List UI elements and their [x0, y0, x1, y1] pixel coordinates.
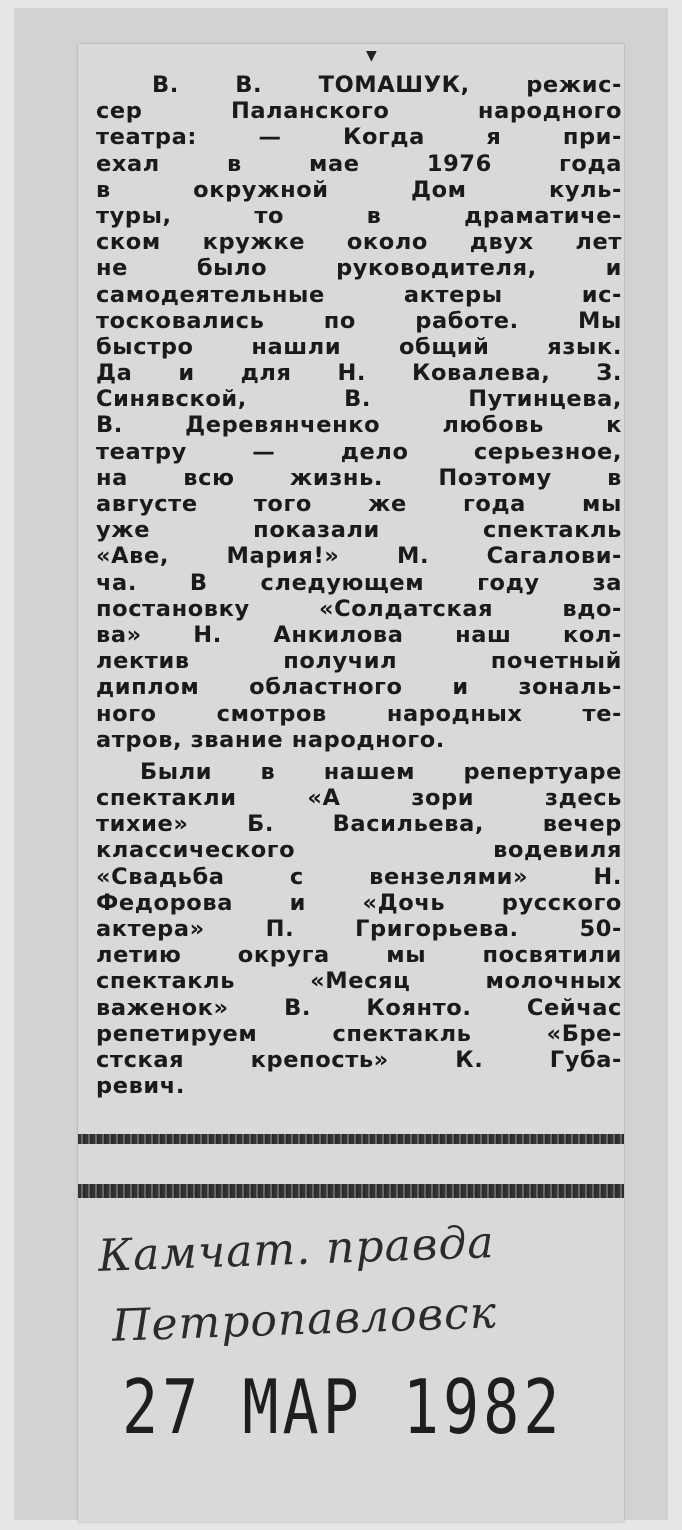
article-line: тосковались по работе. Мы [96, 307, 622, 334]
article-line: спектакль «Месяц молочных [96, 968, 622, 995]
article-line: сер Паланского народного [96, 98, 622, 125]
article-line: спектакли «А зори здесь [96, 785, 622, 812]
handwritten-source-city: Петропавловск [111, 1287, 498, 1352]
article-line: самодеятельные актеры ис- [96, 281, 622, 308]
article-line: ском кружке около двух лет [96, 229, 622, 256]
article-line: не было руководителя, и [96, 255, 622, 282]
article-line: уже показали спектакль [96, 517, 622, 544]
article-line: ва» Н. Анкилова наш кол- [96, 621, 622, 648]
article-line: на всю жизнь. Поэтому в [96, 464, 622, 491]
article-line: диплом областного и зональ- [96, 674, 622, 701]
article-line: В. Деревянченко любовь к [96, 412, 622, 439]
article-line: постановку «Солдатская вдо- [96, 595, 622, 622]
article-line: туры, то в драматиче- [96, 202, 622, 229]
article-line: стская крепость» К. Губа- [96, 1046, 622, 1073]
article-line: ехал в мае 1976 года [96, 150, 622, 177]
article-line: лектив получил почетный [96, 648, 622, 675]
article-line: Синявской, В. Путинцева, [96, 386, 622, 413]
article-body [96, 72, 622, 1099]
article-paragraph [96, 759, 622, 1099]
article-line: театра: — Когда я при- [96, 124, 622, 151]
handwritten-source-name: Камчат. правда [97, 1217, 496, 1282]
article-line: тихие» Б. Васильева, вечер [96, 811, 622, 838]
article-line: репетируем спектакль «Бре- [96, 1020, 622, 1047]
article-line: августе того же года мы [96, 491, 622, 517]
article-line: ного смотров народных те- [96, 700, 622, 727]
newspaper-clipping [78, 44, 624, 1522]
divider-rule [78, 1134, 624, 1144]
article-line: В. В. ТОМАШУК, режис- [152, 72, 622, 98]
article-line: летию округа мы посвятили [96, 942, 622, 969]
divider-rule [78, 1184, 624, 1198]
article-line: быстро нашли общий язык. [96, 333, 622, 360]
article-line: Да и для Н. Ковалева, З. [96, 360, 622, 387]
article-line: актера» П. Григорьева. 50- [96, 916, 622, 942]
article-line: классического водевиля [96, 837, 622, 864]
pin-hole-icon: ▼ [366, 48, 377, 64]
article-line: атров, звание народного. [96, 726, 445, 753]
article-line: «Аве, Мария!» М. Сагалови- [96, 543, 622, 570]
date-stamp: 27 МАР 1982 [122, 1364, 564, 1452]
article-line: «Свадьба с вензелями» Н. [96, 863, 622, 890]
article-line: в окружной Дом куль- [96, 176, 622, 203]
article-line: важенок» В. Коянто. Сейчас [96, 994, 622, 1021]
article-line: Были в нашем репертуаре [140, 758, 622, 785]
article-line: театру — дело серьезное, [96, 438, 622, 465]
article-line: Федорова и «Дочь русского [96, 889, 622, 916]
article-line: ревич. [96, 1073, 185, 1100]
article-line: ча. В следующем году за [96, 569, 622, 596]
article-paragraph [96, 72, 622, 753]
